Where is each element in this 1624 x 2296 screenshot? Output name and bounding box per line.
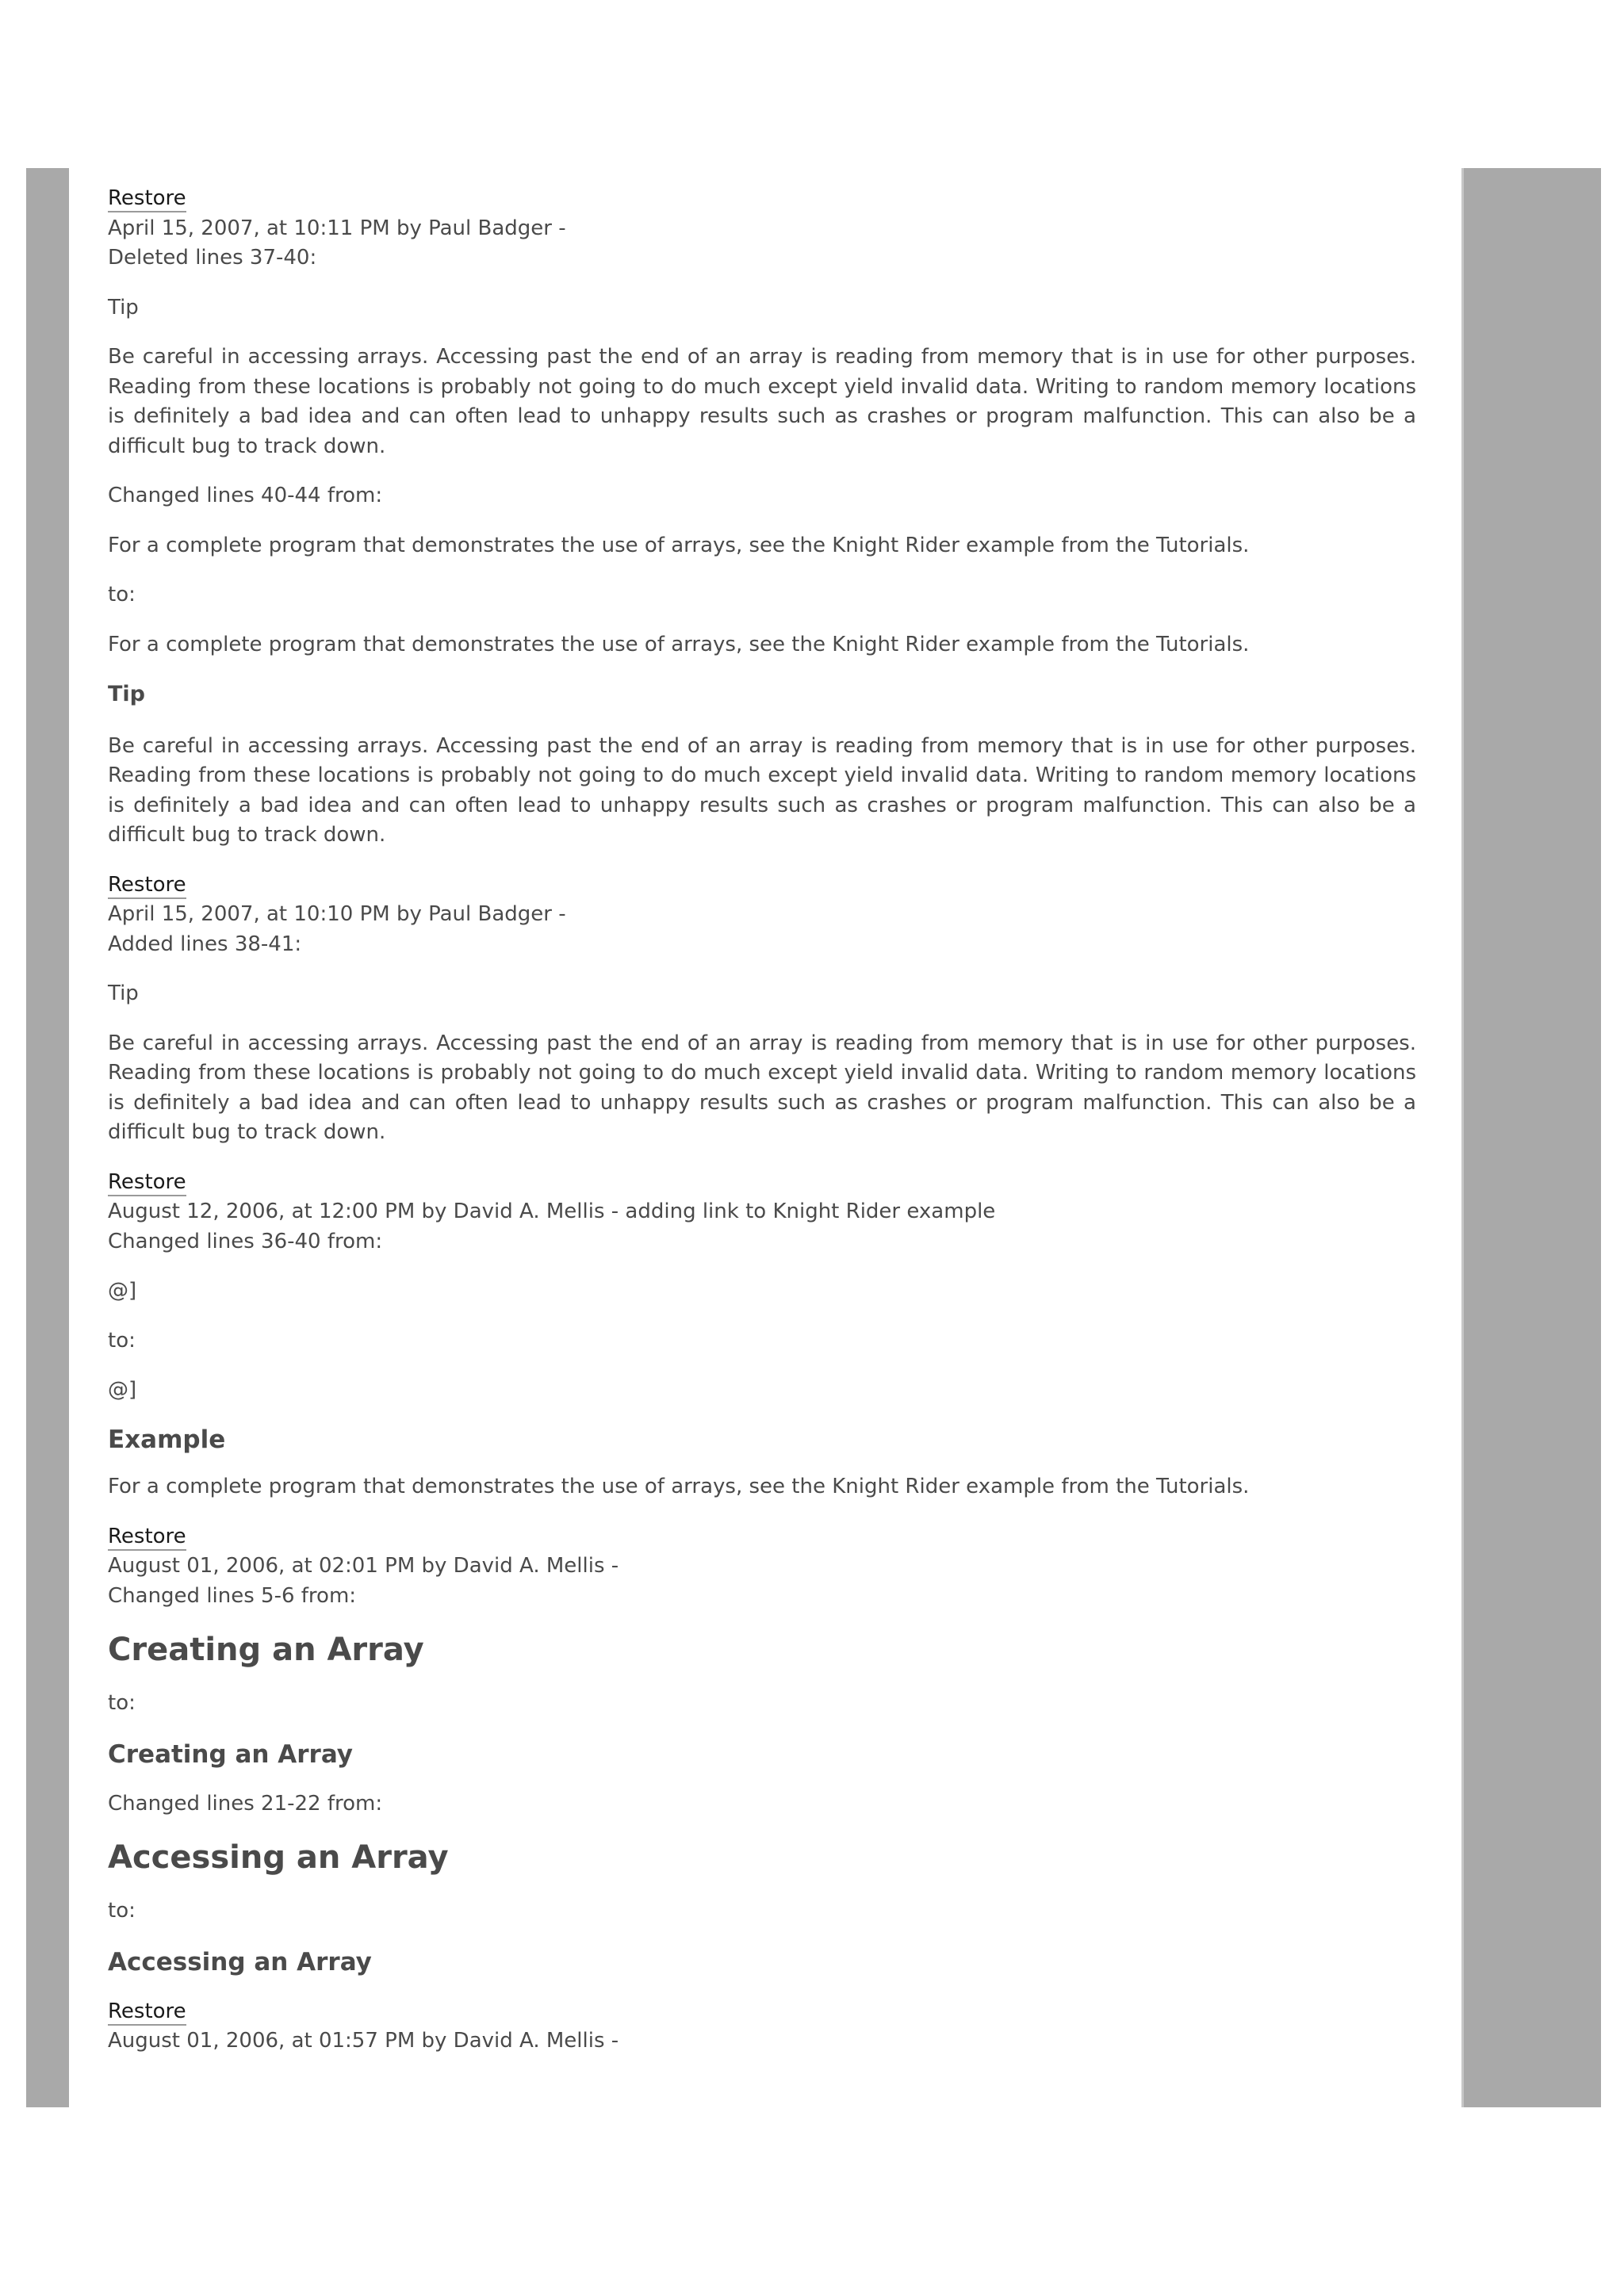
change-summary: Deleted lines 37-40: — [108, 246, 317, 270]
tip-text: Be careful in accessing arrays. Accessing past the end of an array is reading from memory that is in use for other purposes. Reading from these locations is probably not going to do much except yield invalid data. Writing to random memory locations is definitely a bad idea and can often lead to unhappy results such as crashes or program malfunction. This can also be a difficult bug to track down. — [108, 1031, 1416, 1144]
restore-link[interactable]: Restore — [108, 186, 186, 212]
from-text: @] — [108, 1279, 137, 1303]
restore-link[interactable]: Restore — [108, 1524, 186, 1551]
restore-link[interactable]: Restore — [108, 1169, 186, 1196]
change-summary: Changed lines 36-40 from: — [108, 1229, 383, 1253]
change-summary: Changed lines 40-44 from: — [108, 484, 383, 507]
restore-link[interactable]: Restore — [108, 1999, 186, 2026]
entry-meta: April 15, 2007, at 10:11 PM by Paul Badger - — [108, 216, 566, 240]
example-heading: Example — [108, 1425, 226, 1454]
history-entry — [108, 1522, 1416, 1612]
example-text: For a complete program that demonstrates the use of arrays, see the Knight Rider example from the Tutorials. — [108, 1475, 1250, 1498]
history-entry — [108, 1168, 1416, 1257]
page-history-content — [108, 184, 1416, 2057]
to-text: @] — [108, 1378, 137, 1402]
tip-label: Tip — [108, 982, 139, 1005]
to-label: to: — [108, 1691, 136, 1715]
from-heading: Accessing an Array — [108, 1839, 449, 1876]
entry-meta: August 12, 2006, at 12:00 PM by David A. Mellis - adding link to Knight Rider example — [108, 1200, 996, 1223]
entry-meta: August 01, 2006, at 02:01 PM by David A. Mellis - — [108, 1554, 619, 1578]
to-heading: Creating an Array — [108, 1739, 354, 1769]
tip-text: Be careful in accessing arrays. Accessing past the end of an array is reading from memory that is in use for other purposes. Reading from these locations is probably not going to do much except yield invalid data. Writing to random memory locations is definitely a bad idea and can often lead to unhappy results such as crashes or program malfunction. This can also be a difficult bug to track down. — [108, 345, 1416, 458]
right-margin-bar — [1461, 168, 1601, 2107]
entry-meta: August 01, 2006, at 01:57 PM by David A. Mellis - — [108, 2029, 619, 2053]
from-text: For a complete program that demonstrates the use of arrays, see the Knight Rider example from the Tutorials. — [108, 533, 1250, 557]
change-summary: Changed lines 5-6 from: — [108, 1583, 357, 1608]
history-entry — [108, 184, 1416, 274]
to-heading: Accessing an Array — [108, 1947, 372, 1976]
restore-link[interactable]: Restore — [108, 872, 186, 899]
to-text: For a complete program that demonstrates the use of arrays, see the Knight Rider example from the Tutorials. — [108, 632, 1250, 656]
history-entry — [108, 1997, 1416, 2057]
history-entry — [108, 871, 1416, 960]
tip-heading: Tip — [108, 682, 145, 706]
tip-label: Tip — [108, 295, 139, 320]
to-label: to: — [108, 583, 136, 607]
change-summary: Added lines 38-41: — [108, 932, 302, 956]
left-margin-bar — [26, 168, 69, 2107]
change-summary: Changed lines 21-22 from: — [108, 1791, 383, 1816]
to-label: to: — [108, 1899, 136, 1923]
tip-text: Be careful in accessing arrays. Accessing past the end of an array is reading from memory that is in use for other purposes. Reading from these locations is probably not going to do much except yield invalid data. Writing to random memory locations is definitely a bad idea and can often lead to unhappy results such as crashes or program malfunction. This can also be a difficult bug to track down. — [108, 733, 1416, 847]
from-heading: Creating an Array — [108, 1632, 424, 1668]
entry-meta: April 15, 2007, at 10:10 PM by Paul Badger - — [108, 902, 566, 926]
to-label: to: — [108, 1328, 136, 1353]
